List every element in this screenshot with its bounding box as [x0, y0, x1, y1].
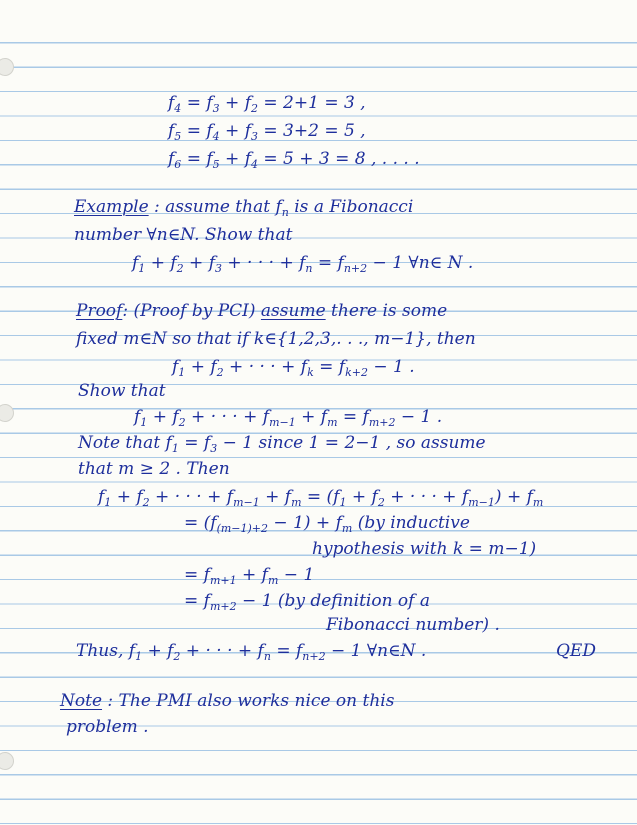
base-case-line: Note that $f_1 = f_3 - 1$ since 1 = 2−1 , so assume [78, 433, 486, 455]
inductive-hypothesis-equation: $f_1 + f_2$ + · · · + $f_k = f_{k+2} - 1$ . [172, 357, 415, 379]
example-statement-line2: number ∀n∈N. Show that [74, 225, 293, 245]
derivation-step4-note: Fibonacci number) . [326, 615, 500, 635]
binder-hole [0, 58, 14, 76]
derivation-step2: = $(f_{(m-1)+2} - 1) + f_m$ (by inductive [184, 513, 470, 535]
binder-hole [0, 404, 14, 422]
example-equation: $f_1 + f_2 + f_3$ + · · · + $f_n = f_{n+2} - 1$ ∀n∈ N . [132, 253, 474, 275]
derivation-step4: = $f_{m+2} - 1$ (by definition of a [184, 591, 430, 613]
derivation-step1: $f_1 + f_2$ + · · · + $f_{m-1} + f_m = (f_1 + f_2$ + · · · + $f_{m-1}) + f_m$ [98, 487, 544, 509]
assumption-line: that m ≥ 2 . Then [78, 459, 230, 479]
example-heading: Example [74, 197, 149, 217]
conclusion-line: Thus, $f_1 + f_2$ + · · · + $f_n = f_{n+2} - 1$ ∀n∈N . [76, 641, 427, 663]
fib-line-f6: $f_6 = f_5 + f_4 = 5 + 3 = 8$ , . . . . [168, 149, 420, 171]
proof-line2: fixed m∈N so that if k∈{1,2,3,. . ., m−1}, then [76, 329, 476, 349]
fib-line-f4: $f_4 = f_3 + f_2 = 2+1 = 3$ , [168, 93, 366, 115]
proof-heading: Proof [76, 301, 123, 321]
qed-mark: QED [556, 641, 596, 661]
fib-line-f5: $f_5 = f_4 + f_3 = 3+2 = 5$ , [168, 121, 366, 143]
derivation-step2-note: hypothesis with k = m−1) [312, 539, 537, 559]
goal-equation: $f_1 + f_2$ + · · · + $f_{m-1} + f_m = f_{m+2} - 1$ . [134, 407, 443, 429]
note-heading: Note [60, 691, 103, 711]
note-line2: problem . [66, 717, 149, 737]
show-that-label: Show that [78, 381, 166, 401]
example-statement-line1: Example : assume that $f_n$ is a Fibonacci [74, 197, 414, 219]
binder-hole [0, 752, 14, 770]
derivation-step3: = $f_{m+1} + f_m - 1$ [184, 565, 315, 587]
proof-line1: Proof: (Proof by PCI) assume there is some [76, 301, 448, 321]
note-line1: Note : The PMI also works nice on this [60, 691, 395, 711]
